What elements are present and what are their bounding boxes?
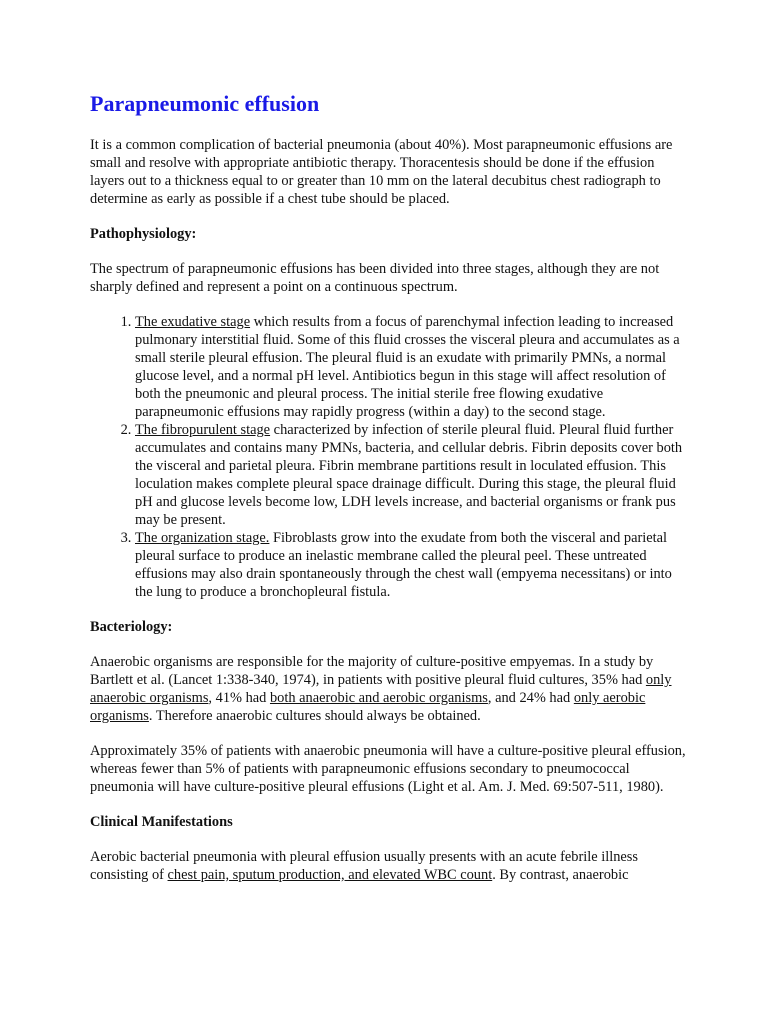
clinical-heading: Clinical Manifestations	[90, 814, 233, 830]
underlined-text: chest pain, sputum production, and elevated WBC count	[167, 867, 493, 883]
stage-name: The fibropurulent stage	[135, 422, 271, 438]
text-run: , and 24% had	[487, 690, 574, 706]
text-run: Anaerobic organisms are responsible for the majority of culture-positive empyemas. In a study by Bartlett et al. (Lancet 1:338-340, 1974), in patients with positive pleural fluid cultures, 35% had	[90, 654, 654, 688]
page-title: Parapneumonic effusion	[90, 91, 320, 116]
pathophysiology-paragraph: The spectrum of parapneumonic effusions has been divided into three stages, although they are not sharply defined and represent a point on a continuous spectrum.	[90, 261, 660, 295]
list-item	[135, 421, 690, 529]
stage-text: characterized by infection of sterile pleural fluid. Pleural fluid further accumulates and contains many PMNs, bacteria, and cellular debris. Fibrin deposits cover both the visceral and parietal pleura. Fibrin membrane partitions result in loculated effusion. This loculation makes complete pleural space drainage difficult. During this stage, the pleural fluid pH and glucose levels become low, LDH levels increase, and bacterial organisms or frank pus may be present.	[135, 422, 683, 528]
stage-text: Fibroblasts grow into the exudate from both the visceral and parietal pleural surface to produce an inelastic membrane called the pleural peel. These untreated effusions may also drain spontaneously through the chest wall (empyema necessitans) or into the lung to produce a bronchopleural fistula.	[135, 530, 672, 600]
underlined-text: only aerobic organisms	[90, 690, 646, 724]
underlined-text: both anaerobic and aerobic organisms	[269, 690, 488, 706]
stage-name: The organization stage.	[135, 530, 270, 546]
clinical-paragraph	[90, 848, 690, 884]
stage-name: The exudative stage	[135, 314, 251, 330]
list-item	[135, 313, 690, 421]
stages-list	[90, 313, 690, 601]
text-run: , 41% had	[208, 690, 270, 706]
underlined-text: only anaerobic organisms	[90, 672, 672, 706]
bacteriology-paragraph-1	[90, 653, 690, 725]
stage-text: which results from a focus of parenchymal infection leading to increased pulmonary interstitial fluid. Some of this fluid crosses the visceral pleura and accumulates as a small sterile pleural effusion. The pleural fluid is an exudate with primarily PMNs, a normal glucose level, and a normal pH level. Antibiotics begun in this stage will affect resolution of both the pneumonic and pleural process. The initial sterile free flowing exudative parapneumonic effusions may rapidly progress (within a day) to the second stage.	[135, 314, 680, 420]
text-run: Aerobic bacterial pneumonia with pleural effusion usually presents with an acute febrile illness consisting of	[90, 849, 639, 883]
document-content	[90, 90, 690, 901]
pathophysiology-heading: Pathophysiology:	[90, 226, 197, 242]
text-run: . Therefore anaerobic cultures should always be obtained.	[148, 708, 481, 724]
text-run: . By contrast, anaerobic	[492, 867, 629, 883]
list-item	[135, 529, 690, 601]
bacteriology-heading: Bacteriology:	[90, 619, 173, 635]
intro-paragraph: It is a common complication of bacterial pneumonia (about 40%). Most parapneumonic effusions are small and resolve with appropriate antibiotic therapy. Thoracentesis should be done if the effusion layers out to a thickness equal to or greater than 10 mm on the lateral decubitus chest radiograph to determine as early as possible if a chest tube should be placed.	[90, 137, 673, 207]
bacteriology-paragraph-2: Approximately 35% of patients with anaerobic pneumonia will have a culture-positive pleural effusion, whereas fewer than 5% of patients with parapneumonic effusions secondary to pneumococcal pneumonia will have culture-positive pleural effusions (Light et al. Am. J. Med. 69:507-511, 1980).	[90, 743, 686, 795]
